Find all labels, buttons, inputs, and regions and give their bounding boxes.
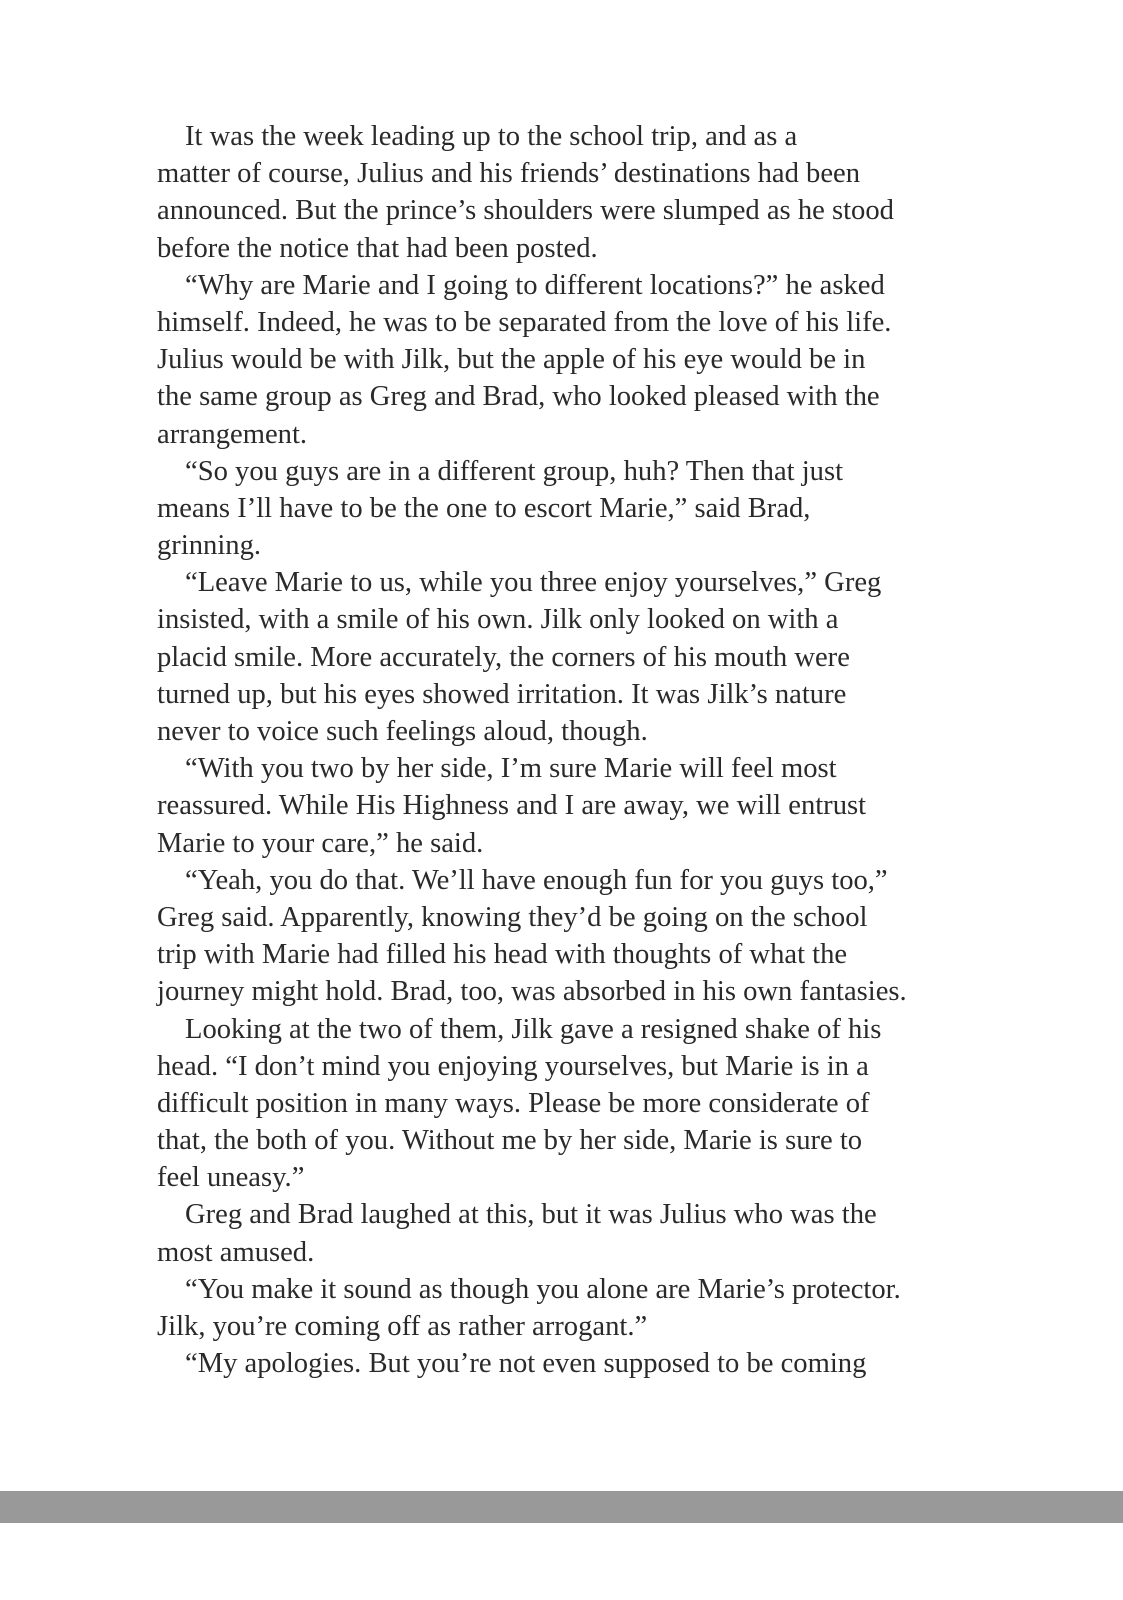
- text-line: “Why are Marie and I going to different locations?” he asked: [185, 269, 885, 301]
- text-line: difficult position in many ways. Please be more considerate of: [157, 1087, 870, 1119]
- text-line: Marie to your care,” he said.: [157, 827, 484, 859]
- text-line: trip with Marie had filled his head with thoughts of what the: [157, 939, 848, 971]
- footer-bar: [0, 1491, 1123, 1523]
- text-line: never to voice such feelings aloud, though.: [157, 716, 648, 747]
- text-line: announced. But the prince’s shoulders were slumped as he stood: [157, 195, 894, 227]
- text-line: It was the week leading up to the school trip, and as a: [185, 121, 798, 152]
- text-line: head. “I don’t mind you enjoying yourselves, but Marie is in a: [157, 1050, 869, 1082]
- text-line: turned up, but his eyes showed irritation. It was Jilk’s nature: [157, 678, 847, 710]
- text-line: the same group as Greg and Brad, who looked pleased with the: [157, 381, 880, 413]
- text-line: placid smile. More accurately, the corners of his mouth were: [157, 641, 850, 673]
- text-line: Jilk, you’re coming off as rather arrogant.”: [157, 1311, 648, 1342]
- page-body-text: [157, 118, 957, 1382]
- text-line: Greg and Brad laughed at this, but it was Julius who was the: [185, 1199, 877, 1231]
- text-line: arrangement.: [157, 418, 308, 450]
- text-line: matter of course, Julius and his friends’ destinations had been: [157, 158, 861, 190]
- text-line: “My apologies. But you’re not even supposed to be coming: [185, 1348, 867, 1380]
- text-line: Looking at the two of them, Jilk gave a resigned shake of his: [185, 1013, 882, 1045]
- text-line: most amused.: [157, 1236, 315, 1268]
- text-line: reassured. While His Highness and I are away, we will entrust: [157, 790, 867, 822]
- text-line: “Yeah, you do that. We’ll have enough fun for you guys too,”: [185, 864, 888, 896]
- text-line: journey might hold. Brad, too, was absorbed in his own fantasies.: [157, 976, 907, 1008]
- text-line: “So you guys are in a different group, huh? Then that just: [185, 455, 844, 487]
- text-line: means I’ll have to be the one to escort Marie,” said Brad,: [157, 492, 811, 524]
- text-line: grinning.: [157, 530, 262, 562]
- text-line: Greg said. Apparently, knowing they’d be going on the school: [157, 901, 868, 933]
- text-line: himself. Indeed, he was to be separated from the love of his life.: [157, 306, 892, 338]
- text-line: “With you two by her side, I’m sure Marie will feel most: [185, 753, 837, 785]
- text-line: insisted, with a smile of his own. Jilk only looked on with a: [157, 604, 839, 636]
- text-line: “You make it sound as though you alone are Marie’s protector.: [185, 1273, 901, 1305]
- text-line: before the notice that had been posted.: [157, 232, 598, 264]
- text-line: feel uneasy.”: [157, 1162, 305, 1194]
- text-line: that, the both of you. Without me by her side, Marie is sure to: [157, 1125, 863, 1157]
- text-line: Julius would be with Jilk, but the apple of his eye would be in: [157, 344, 866, 376]
- text-line: “Leave Marie to us, while you three enjoy yourselves,” Greg: [185, 567, 882, 599]
